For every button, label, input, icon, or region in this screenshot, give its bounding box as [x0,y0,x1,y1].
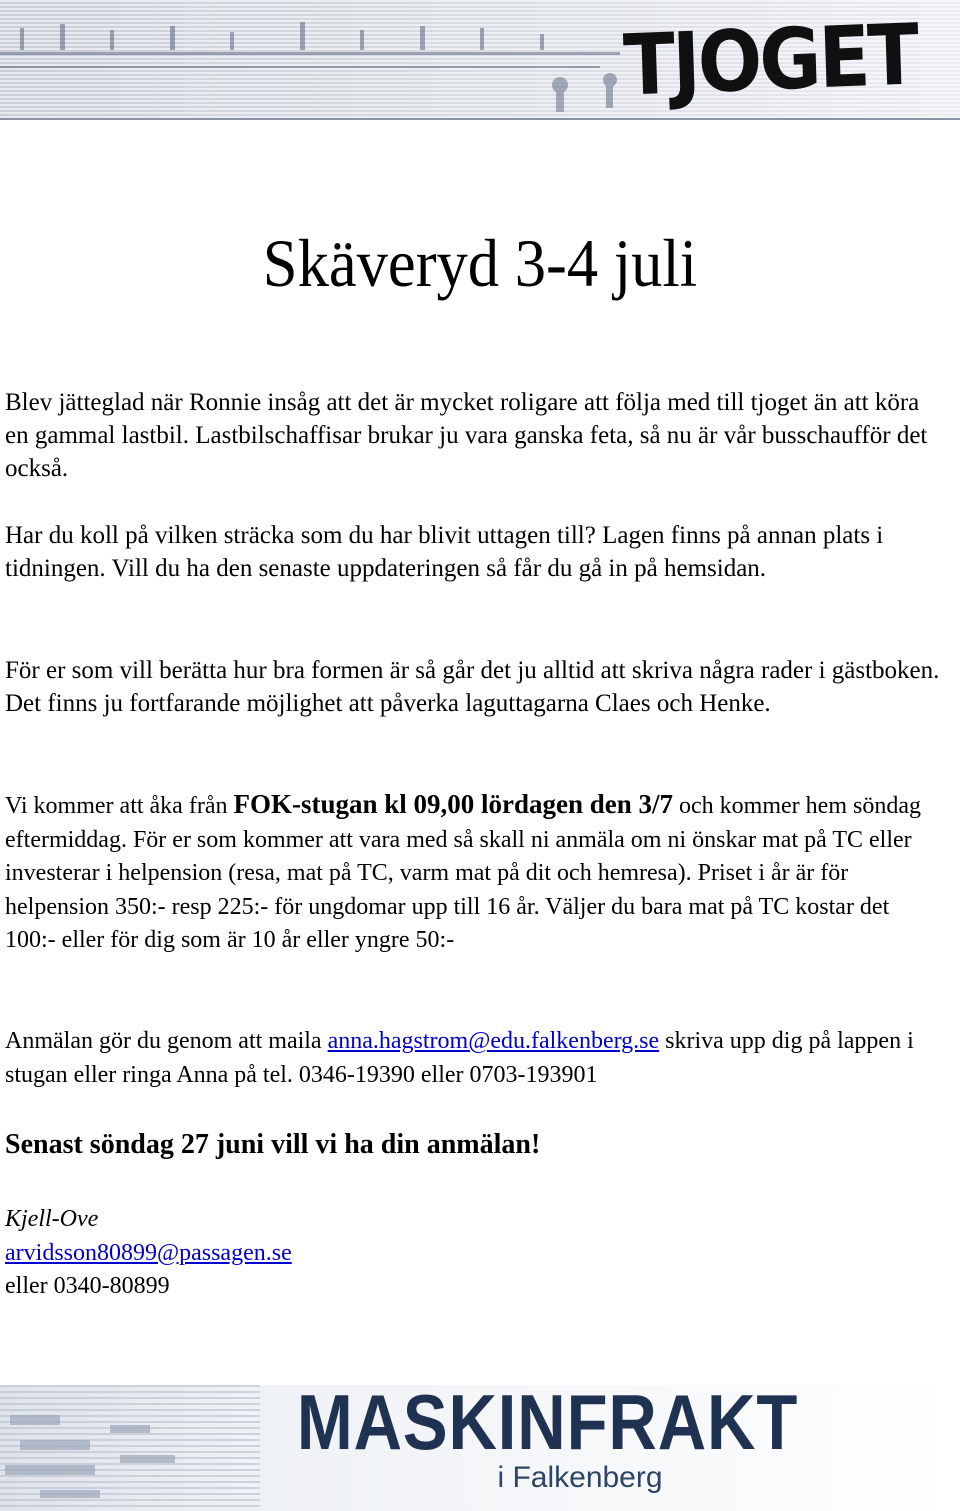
registration-email-link[interactable]: anna.hagstrom@edu.falkenberg.se [327,1028,660,1054]
registration-text-pre: Anmälan gör du genom att maila [5,1028,328,1054]
paragraph-travel-info [5,788,945,958]
paragraph-registration [5,1025,945,1092]
travel-text-pre: Vi kommer att åka från [5,793,234,819]
signature-email-link[interactable]: arvidsson80899@passagen.se [5,1239,292,1266]
signature-phone: eller 0340-80899 [5,1273,170,1299]
departure-highlight: FOK-stugan kl 09,00 lördagen den 3/7 [233,789,674,819]
signature-name: Kjell-Ove [5,1206,99,1232]
registration-text-post: skriva upp dig på lappen i stugan eller ringa Anna på tel. 0346-19390 eller 0703-193901 [5,1028,914,1088]
travel-text-post: och kommer hem söndag eftermiddag. För er som kommer att vara med så skall ni anmäla om ni önskar mat på TC eller investerar i helpension (resa, mat på TC, varm mat på dit och hemresa). Priset i år är för helpension 350:- resp 225:- för ungdomar upp till 16 år. Väljer du bara mat på TC kostar det 100:- eller för dig som är 10 år eller yngre 50:- [5,793,921,953]
maskinfrakt-subtitle: i Falkenberg [497,1461,663,1494]
paragraph-team-info: Har du koll på vilken sträcka som du har blivit uttagen till? Lagen finns på annan plats i tidningen. Vill du ha den senaste uppdateringen så får du gå in på hemsidan. [5,522,884,582]
paragraph-intro: Blev jätteglad när Ronnie insåg att det är mycket roligare att följa med till tjoget än att köra en gammal lastbil. Lastbilschaffisar brukar ju vara ganska feta, så nu är vår busschaufför det också. [5,389,928,482]
page-title: Skäveryd 3-4 juli [262,225,698,301]
paragraph-guestbook: För er som vill berätta hur bra formen är så går det ju alltid att skriva några rader i gästboken. Det finns ju fortfarande möjlighet att påverka laguttagarna Claes och Henke. [5,657,940,717]
deadline-notice: Senast söndag 27 juni vill vi ha din anmälan! [5,1129,541,1160]
signature-block [5,1203,945,1304]
maskinfrakt-logo: MASKINFRAKT [296,1378,799,1466]
tjoget-logo: TJOGET [622,5,918,115]
